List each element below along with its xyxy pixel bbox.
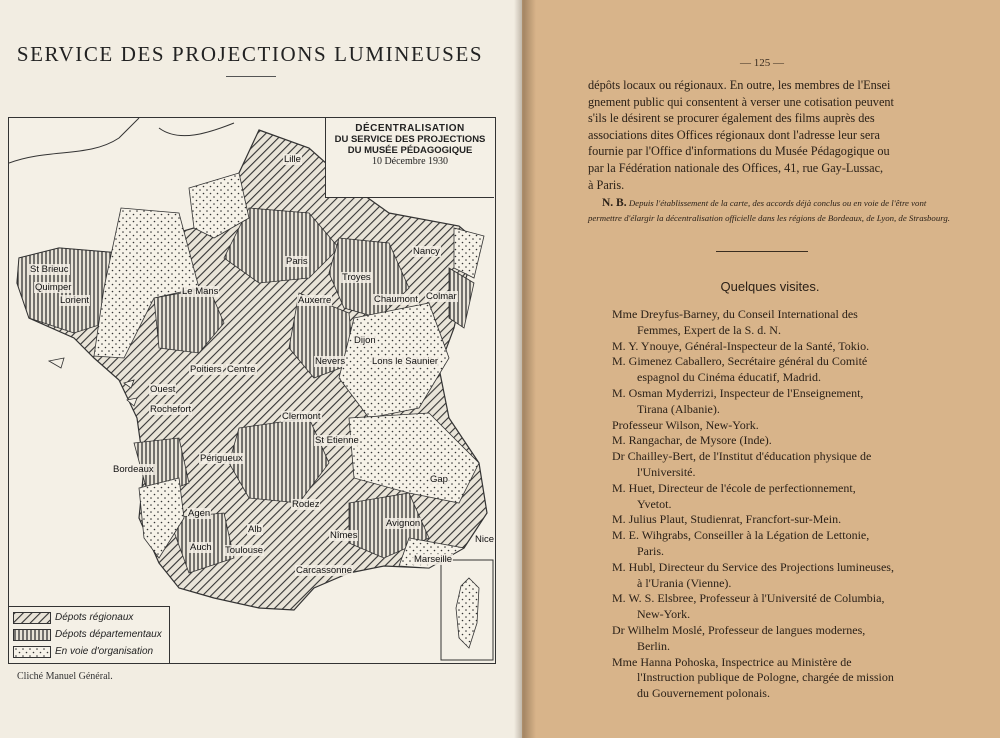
france-map xyxy=(8,117,496,664)
text-line: gnement public qui consentent à verser une cotisation peuvent xyxy=(588,94,894,109)
city-label: Marseille xyxy=(414,554,453,565)
body-paragraph xyxy=(588,77,950,193)
city-label: Chaumont xyxy=(374,294,418,305)
text-line: s'ils le désirent se procurer également des films auprès des xyxy=(588,111,875,126)
list-item: M. Hubl, Directeur du Service des Projections lumineuses, à l'Urania (Vienne). xyxy=(612,559,894,590)
city-label: Avignon xyxy=(386,518,421,529)
list-item: M. Huet, Directeur de l'école de perfectionnement, Yvetot. xyxy=(612,480,856,511)
list-item: M. Julius Plaut, Studienrat, Francfort-sur-Mein. xyxy=(612,512,842,527)
map-title-line-1: DÉCENTRALISATION xyxy=(355,123,465,134)
city-label: Périgueux xyxy=(200,453,243,464)
city-label: Nice xyxy=(475,534,495,545)
list-item: M. Gimenez Caballero, Secrétaire général du Comité espagnol du Cinéma éducatif, Madrid. xyxy=(612,354,868,385)
nb-text: Depuis l'établissement de la carte, des accords déjà conclus ou en voie de l'être vont permettre d'élargir la décentralisation officielle dans les régions de Bordeaux, de Lyon, de Strasbourg. xyxy=(588,198,950,223)
diagonal-swatch-icon xyxy=(13,612,51,624)
vertical-swatch-icon xyxy=(13,629,51,641)
map-legend xyxy=(9,606,170,664)
list-item: M. W. S. Elsbree, Professeur à l'Université de Columbia, New-York. xyxy=(612,591,885,622)
list-item: Mme Dreyfus-Barney, du Conseil International des Femmes, Expert de la S. d. N. xyxy=(612,307,858,337)
city-label: Centre xyxy=(227,364,256,375)
city-label: Toulouse xyxy=(225,545,264,556)
city-label: Le Mans xyxy=(182,286,219,297)
list-item: M. Rangachar, de Mysore (Inde). xyxy=(612,433,772,448)
text-line: dépôts locaux ou régionaux. En outre, les membres de l'Ensei xyxy=(588,78,891,92)
page-header: SERVICE DES PROJECTIONS LUMINEUSES xyxy=(16,42,484,66)
list-item: M. Y. Ynouye, Général-Inspecteur de la Santé, Tokio. xyxy=(612,338,870,353)
city-label: Nancy xyxy=(413,246,440,257)
city-label: Carcassonne xyxy=(296,565,352,576)
map-drawing xyxy=(9,118,495,663)
city-label: Clermont xyxy=(282,411,321,422)
map-title-line-2: DU SERVICE DES PROJECTIONS xyxy=(334,134,486,145)
list-item: Professeur Wilson, New-York. xyxy=(612,417,759,432)
map-title-date: 10 Décembre 1930 xyxy=(371,156,449,167)
legend-label: Dépots départementaux xyxy=(55,629,162,640)
city-label: Rodez xyxy=(292,499,320,510)
list-item: Mme Hanna Pohoska, Inspectrice au Ministère de l'Instruction publique de Pologne, chargée de mission du Gouvernement polonais. xyxy=(612,654,894,701)
map-title-line-3: DU MUSÉE PÉDAGOGIQUE xyxy=(347,145,473,156)
page-number: — 125 — xyxy=(740,57,784,69)
city-label: Lille xyxy=(284,154,301,165)
nota-bene xyxy=(588,196,950,225)
list-item: M. Osman Myderrizi, Inspecteur de l'Enseignement, Tirana (Albanie). xyxy=(612,385,864,416)
section-rule xyxy=(716,251,808,252)
city-label: St Etienne xyxy=(315,435,359,446)
text-line: fournie par l'Office d'informations du Musée Pédagogique ou xyxy=(588,144,890,159)
city-label: Auxerre xyxy=(298,295,332,306)
map-title-box xyxy=(325,118,494,198)
city-label: Lons le Saunier xyxy=(372,356,439,367)
city-label: Lorient xyxy=(60,295,90,306)
book-gutter xyxy=(514,0,536,738)
list-item: M. E. Wihgrabs, Conseiller à la Légation de Lettonie, Paris. xyxy=(612,528,870,558)
photo-credit: Cliché Manuel Général. xyxy=(17,671,113,682)
city-label: Gap xyxy=(430,474,448,485)
text-line: par la Fédération nationale des Offices, 41, rue Gay-Lussac, xyxy=(588,160,884,175)
header-rule xyxy=(226,76,276,77)
legend-label: Dépots régionaux xyxy=(55,612,134,623)
city-label: Dijon xyxy=(354,335,376,346)
text-line: associations dites Offices régionaux dont l'adresse leur sera xyxy=(588,127,880,142)
city-label: Agen xyxy=(188,508,211,519)
city-label: Auch xyxy=(190,542,212,553)
city-label: Nevers xyxy=(315,356,346,367)
city-label: Poitiers xyxy=(190,364,222,375)
city-label: Ouest xyxy=(150,384,176,395)
city-label: Rochefort xyxy=(150,404,192,415)
city-label: St Brieuc xyxy=(30,264,69,275)
city-label: Alb xyxy=(248,524,262,535)
city-label: Quimper xyxy=(35,282,72,293)
city-label: Bordeaux xyxy=(113,464,154,475)
city-label: Colmar xyxy=(426,291,457,302)
list-item: Dr Chailley-Bert, de l'Institut d'éducation physique de l'Université. xyxy=(612,449,872,479)
city-label: Nîmes xyxy=(330,530,358,541)
legend-label: En voie d'organisation xyxy=(55,646,154,657)
text-line: à Paris. xyxy=(588,177,625,192)
dotted-swatch-icon xyxy=(13,646,51,658)
city-label: Paris xyxy=(286,256,308,267)
visits-list xyxy=(612,307,952,702)
visits-heading: Quelques visites. xyxy=(720,279,820,294)
nb-label: N. B. xyxy=(602,197,627,209)
city-label: Troyes xyxy=(342,272,371,283)
list-item: Dr Wilhelm Moslé, Professeur de langues modernes, Berlin. xyxy=(612,622,866,653)
